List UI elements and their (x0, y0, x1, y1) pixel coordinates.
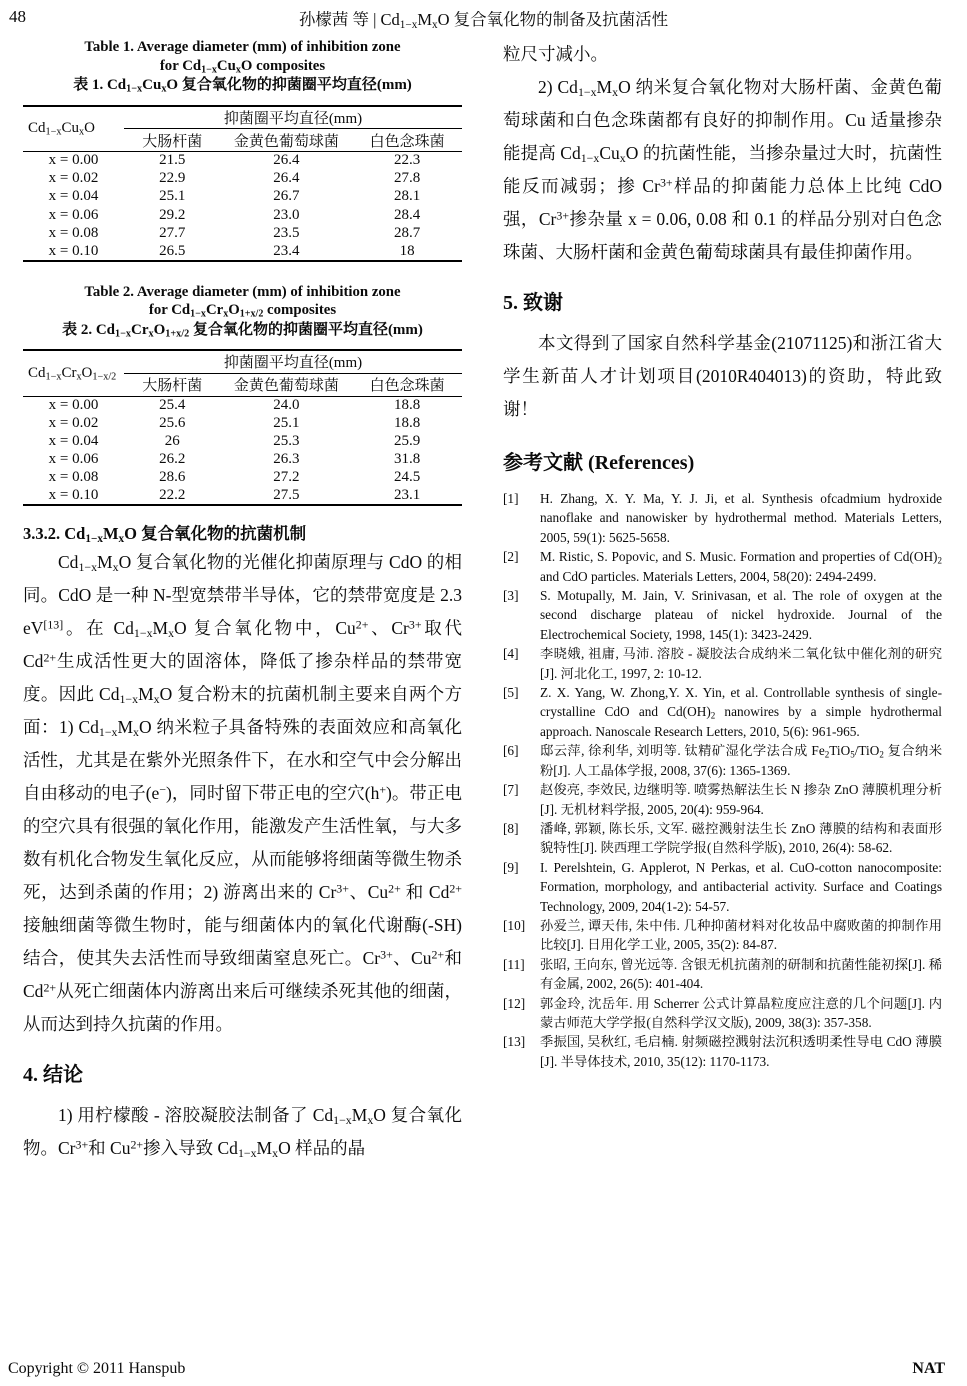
x-value: x = 0.10 (48, 487, 99, 504)
x-value: x = 0.06 (48, 451, 99, 468)
cell: 23.4 (273, 242, 300, 259)
table-row (23, 224, 462, 242)
reference-text: 潘峰, 郭颖, 陈长乐, 文军. 磁控溅射法生长 ZnO 薄膜的结构和表面形貌特性[J]. 陕西理工学院学报(自然科学版), 2010, 26(4): 58-62. (540, 820, 942, 856)
table1-title-zh: 表 1. $Cd_{1-x}Cu_xO$ 复合氧化物的抑菌圈平均直径(mm) (73, 77, 412, 95)
reference-text: 季振国, 吴秋红, 毛启楠. 射频磁控溅射法沉积透明柔性导电 CdO 薄膜[J]. 半导体技术, 2010, 35(12): 1170-1173. (540, 1034, 942, 1069)
cell: 23.0 (273, 206, 300, 223)
cell: 28.6 (159, 469, 186, 486)
x-value: x = 0.04 (48, 188, 99, 205)
cell: 26.5 (159, 242, 186, 259)
cell: 28.7 (393, 224, 421, 241)
reference-label: [6] (503, 743, 519, 759)
table-row (23, 206, 462, 224)
cell: 18 (399, 242, 415, 259)
table2-col-saureus: 金黄色葡萄球菌 (221, 373, 353, 396)
reference-item (503, 489, 942, 547)
cell: 18.8 (393, 414, 421, 431)
cell: 25.4 (159, 396, 186, 413)
reference-item (503, 683, 942, 741)
cell: 28.1 (393, 188, 421, 205)
cell: 26.7 (273, 188, 300, 205)
table2-col-ecoli: 大肠杆菌 (124, 373, 221, 396)
table-row (23, 152, 462, 170)
table2-group-header: 抑菌圈平均直径(mm) (124, 350, 462, 373)
x-value: x = 0.08 (48, 469, 99, 486)
x-value: x = 0.00 (48, 396, 99, 413)
table1-stub-header: $Cd_{1-x}Cu_xO$ (23, 106, 124, 152)
conclusion-item-2: 2) $Cd_{1-x}M_xO$ 纳米复合氧化物对大肠杆菌、金黄色葡萄球菌和白色念珠菌都有良好的抑制作用。Cu 适量掺杂能提高 $Cd_{1-x}Cu_xO$ 的抗菌性能，当掺杂量过大时，抗菌性能反而减弱；掺 $Cr^{3+}$样品的抑菌能力总体上比纯 CdO 强，$Cr^{3+}$掺杂量 x = 0.06, 0.08 和 0.1 的样品分别对白色念珠菌、大肠杆菌和金黄色葡萄球菌具有最佳抑菌作用。 (503, 77, 943, 262)
page-footer (8, 1360, 945, 1378)
cell: 31.8 (393, 451, 421, 468)
cell: 25.3 (273, 433, 300, 450)
section-3-3-2-heading: 3.3.2. $Cd_{1-x}M_xO$ 复合氧化物的抗菌机制 (23, 524, 307, 546)
reference-item (503, 994, 942, 1033)
conclusion-item-1-continued: 粒尺寸减小。 (503, 44, 608, 64)
page-header (0, 6, 967, 32)
table1-group-header: 抑菌圈平均直径(mm) (124, 106, 462, 129)
cell: 29.2 (159, 206, 186, 223)
cell: 22.2 (159, 487, 186, 504)
reference-label: [10] (503, 917, 526, 933)
x-value: x = 0.08 (48, 224, 99, 241)
reference-label: [3] (503, 588, 519, 604)
cell: 25.6 (159, 414, 186, 431)
cell: 23.1 (393, 487, 421, 504)
table-row (23, 170, 462, 188)
reference-label: [11] (503, 956, 525, 972)
table-row (23, 396, 462, 414)
cell: 25.9 (393, 433, 421, 450)
x-value: x = 0.00 (48, 152, 99, 169)
reference-label: [5] (503, 685, 519, 701)
left-column (23, 38, 462, 1165)
x-value: x = 0.02 (48, 414, 99, 431)
table-row (23, 242, 462, 260)
table-row (23, 188, 462, 206)
cell: 18.8 (393, 396, 421, 413)
two-column-body (23, 38, 942, 1165)
table1-block (23, 38, 462, 262)
x-value: x = 0.04 (48, 433, 99, 450)
table1 (23, 105, 462, 262)
reference-label: [1] (503, 491, 519, 506)
reference-label: [2] (503, 549, 519, 565)
reference-item (503, 547, 942, 586)
cell: 26.4 (273, 170, 300, 187)
table2-title-en-line2: for $Cd_{1-x}Cr_xO_{1+x/2}$ composites (148, 302, 337, 320)
cell: 28.4 (393, 206, 421, 223)
conclusion-item-1: 1) 用柠檬酸 - 溶胶凝胶法制备了 $Cd_{1-x}M_xO$ 复合氧化物。$Cr^{3+}$和 $Cu^{2+}$掺入导致 $Cd_{1-x}M_xO$ 样品的晶 (23, 1105, 463, 1161)
reference-item (503, 858, 942, 916)
cell: 22.3 (393, 152, 421, 169)
cell: 21.5 (159, 152, 186, 169)
cell: 22.9 (159, 170, 186, 187)
cell: 27.2 (273, 469, 300, 486)
reference-text: 李晓娥, 祖庸, 马沛. 溶胶 - 凝胶法合成纳米二氧化钛中催化剂的研究[J]. 河北化工, 1997, 2: 10-12. (540, 646, 942, 681)
x-value: x = 0.06 (48, 206, 99, 223)
reference-item (503, 916, 942, 955)
table-row (23, 469, 462, 487)
reference-item (503, 741, 942, 780)
cell: 23.5 (273, 224, 300, 241)
table-row (23, 414, 462, 432)
reference-text: 郭金玲, 沈岳年. 用 Scherrer 公式计算晶粒度应注意的几个问题[J]. 内蒙古师范大学学报(自然科学汉文版), 2009, 38(3): 357-358. (540, 995, 942, 1030)
journal-code: NAT (912, 1360, 945, 1377)
table2-title-zh: 表 2. $Cd_{1-x}Cr_xO_{1+x/2}$ 复合氧化物的抑菌圈平均直径(mm) (62, 321, 423, 340)
reference-item (503, 955, 942, 994)
reference-text: Z. X. Yang, W. Zhong,Y. X. Yin, et al. Controllable synthesis of single-crystalline CdO and $Cd(OH)_2$ nanowires by a simple hydrothermal approach. Nanoscale Research Letters, 2010, 5(6): 961-965. (540, 685, 942, 739)
table2-block (23, 283, 462, 507)
section-4-heading: 4. 结论 (23, 1064, 83, 1087)
reference-item (503, 644, 942, 683)
reference-text: 张昭, 王向东, 曾光远等. 含银无机抗菌剂的研制和抗菌性能初探[J]. 稀有金属, 2002, 26(5): 401-404. (540, 956, 942, 992)
reference-item (503, 586, 942, 644)
table1-group-row (23, 106, 462, 129)
reference-text: I. Perelshtein, G. Applerot, N Perkas, et al. CuO-cotton nanocomposite: Formation, morphology, and antibacterial activity. Surface and Coatings Technology, 2009, 204(1-2): 54-57. (540, 859, 942, 914)
cell: 25.1 (159, 188, 186, 205)
table2-col-calbicans: 白色念珠菌 (352, 373, 462, 396)
x-value: x = 0.02 (48, 170, 99, 187)
reference-label: [4] (503, 646, 519, 662)
table1-col-ecoli: 大肠杆菌 (124, 129, 221, 152)
page-number: 48 (9, 7, 26, 26)
reference-item (503, 1032, 942, 1071)
reference-label: [9] (503, 859, 519, 875)
reference-list (503, 489, 942, 1071)
cell: 24.0 (273, 396, 300, 413)
table1-col-saureus: 金黄色葡萄球菌 (221, 129, 353, 152)
reference-label: [12] (503, 995, 526, 1011)
table2-title-en-line1: Table 2. Average diameter (mm) of inhibition zone (84, 283, 401, 300)
cell: 25.1 (273, 414, 300, 431)
reference-text: 赵俊亮, 李效民, 边继明等. 喷雾热解法生长 N 掺杂 ZnO 薄膜机理分析[J]. 无机材料学报, 2005, 20(4): 959-964. (540, 782, 942, 817)
table1-title-en-line1: Table 1. Average diameter (mm) of inhibition zone (84, 39, 401, 55)
x-value: x = 0.10 (48, 242, 99, 259)
table1-col-calbicans: 白色念珠菌 (352, 129, 462, 152)
table-row (23, 487, 462, 505)
cell: 27.5 (273, 487, 300, 504)
reference-text: 邸云萍, 徐利华, 刘明等. 钛精矿湿化学法合成 $Fe_2TiO_5/TiO_2$ 复合纳米粉[J]. 人工晶体学报, 2008, 37(6): 1365-1369. (540, 743, 942, 778)
cell: 26 (164, 433, 180, 450)
cell: 26.3 (273, 451, 300, 468)
reference-item (503, 780, 942, 819)
running-title: 孙檬茜 等 | $Cd_{1-x}M_xO$ 复合氧化物的制备及抗菌活性 (298, 10, 669, 31)
acknowledgement-paragraph: 本文得到了国家自然科学基金(21071125)和浙江省大学生新苗人才计划项目(2010R404013)的资助，特此致谢！ (503, 333, 942, 419)
reference-item (503, 819, 942, 858)
cell: 24.5 (393, 469, 421, 486)
section-3-3-2-paragraph: $Cd_{1-x}M_xO$ 复合氧化物的光催化抑菌原理与 CdO 的相同。CdO 是一种 N-型宽禁带半导体，它的禁带宽度是 2.3 eV[13]。在 $Cd_{1-x}M_xO$ 复合氧化物中，$Cu^{2+}$、$Cr^{3+}$取代 $Cd^{2+}$生成活性更大的固溶体，降低了掺杂样品的禁带宽度。因此 $Cd_{1-x}M_xO$ 复合粉末的抗菌机制主要来自两个方面：1) $Cd_{1-x}M_xO$ 纳米粒子具备特殊的表面效应和高氧化活性，尤其是在紫外光照条件下，在水和空气中会分解出自由移动的电子(e−)，同时留下带正电的空穴(h+)。带正电的空穴具有很强的氧化作用，能激发产生活性氧，与大多数有机化合物发生氧化反应，从而能够将细菌等微生物杀死，达到杀菌的作用；2) 游离出来的 $Cr^{3+}$、$Cu^{2+}$ 和 $Cd^{2+}$ 接触细菌等微生物时，能与细菌体内的氧化代谢酶(-SH)结合，使其失去活性而导致细菌窒息死亡。$Cr^{3+}$、$Cu^{2+}$和 $Cd^{2+}$从死亡细菌体内游离出来后可继续杀死其他的细菌，从而达到持久抗菌的作用。 (23, 552, 462, 1035)
cell: 26.4 (273, 152, 300, 169)
reference-text: M. Ristic, S. Popovic, and S. Music. Formation and properties of $Cd(OH)_2$ and CdO particles. Materials Letters, 2004, 58(20): 2494-2499. (540, 549, 942, 584)
table2 (23, 349, 462, 506)
reference-text: H. Zhang, X. Y. Ma, Y. J. Ji, et al. Synthesis ofcadmium hydroxide nanoflake and nanowisker by hydrothermal method. Materials Letters, 2005, 59(1): 5625-5658. (540, 491, 942, 545)
table-row (23, 433, 462, 451)
table2-stub-header: $Cd_{1-x}Cr_xO_{1-x/2}$ (23, 350, 124, 396)
reference-text: S. Motupally, M. Jain, V. Srinivasan, et al. The role of oxygen at the second discharge plateau of nickel hydroxide. Journal of the Electrochemical Society, 1998, 145(1): 3423-2429. (540, 588, 942, 642)
table2-group-row (23, 350, 462, 373)
reference-label: [13] (503, 1034, 526, 1050)
table1-title-en-line2: for $Cd_{1-x}Cu_xO$ composites (159, 57, 326, 76)
right-column (503, 38, 942, 1165)
cell: 27.7 (159, 224, 186, 241)
cell: 27.8 (393, 170, 421, 187)
cell: 26.2 (159, 451, 186, 468)
reference-label: [8] (503, 820, 519, 836)
section-5-heading: 5. 致谢 (503, 292, 563, 314)
table-row (23, 451, 462, 469)
reference-text: 孙爱兰, 谭天伟, 朱中伟. 几种抑菌材料对化妆品中腐败菌的抑制作用比较[J]. 日用化学工业, 2005, 35(2): 84-87. (540, 917, 942, 953)
references-heading: 参考文献 (References) (503, 452, 695, 474)
reference-label: [7] (503, 782, 519, 798)
copyright-text: Copyright © 2011 Hanspub (8, 1360, 186, 1377)
